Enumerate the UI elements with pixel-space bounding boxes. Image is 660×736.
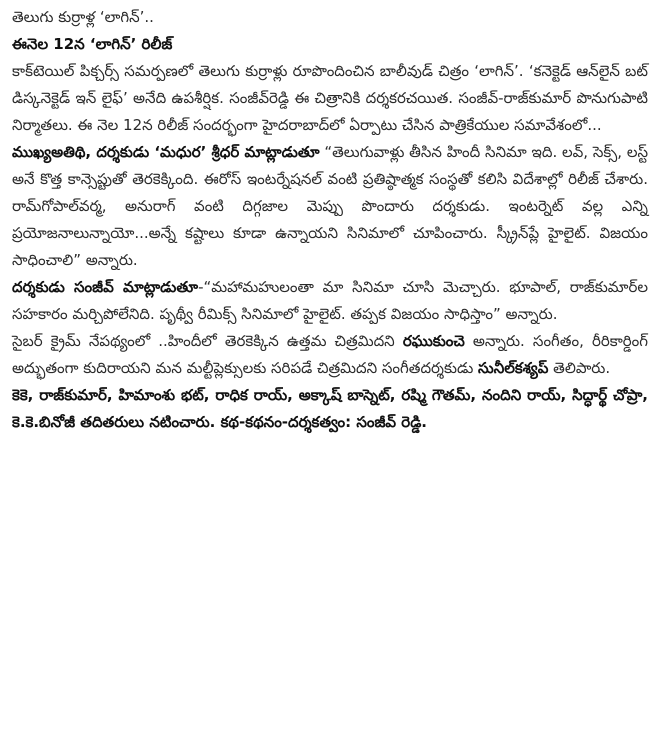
article-headline: ఈనెల 12న ‘లాగిన్’ రిలీజ్	[12, 35, 173, 53]
paragraph-sridhar-quote	[12, 139, 648, 274]
speaker-sridhar: ముఖ్యఅతిథి, దర్శకుడు ‘మధుర’ శ్రీధర్ మాట్లాడుతూ	[12, 143, 320, 161]
paragraph-intro: కాక్‌టెయిల్ పిక్చర్స్ సమర్పణలో తెలుగు కుర్రాళ్లు రూపొందించిన బాలీవుడ్ చిత్రం ‘లాగిన్’. ‘కనెక్టెడ్ ఆన్‌లైన్ బట్ డిస్కనెక్టెడ్ ఇన్ లైఫ్’ అనేది ఉపశీర్షిక. సంజీవ్‌రెడ్డి ఈ చిత్రానికి దర్శకరచయిత. సంజీవ్-రాజ్‌కుమార్ పొనుగుపాటి నిర్మాతలు. ఈ నెల 12న రిలీజ్ సందర్భంగా హైదరాబాద్‌లో ఏర్పాటు చేసిన పాత్రికేయుల సమావేశంలో...	[12, 62, 648, 134]
name-raghukunche: రఘుకుంచె	[402, 332, 465, 350]
paragraph-music-comments	[12, 328, 648, 382]
cast-credits: కెకె, రాజ్‌కుమార్, హిమాంశు భట్, రాధిక రాయ్, అక్కాష్ బాస్నెట్, రష్మి గౌతమ్, నందిని రాయ్, సిద్ధార్థ్ చోప్రా, కె.కె.బినోజీ తదితరులు నటించారు. కథ-కథనం-దర్శకత్వం: సంజీవ్ రెడ్డి.	[12, 386, 648, 431]
sridhar-quote-text: “తెలుగువాళ్లు తీసిన హిందీ సినిమా ఇది. లవ్, సెక్స్, లస్ట్ అనే కొత్త కాన్సెప్టుతో తెరకెక్కింది. ఈరోస్ ఇంటర్నేషనల్ వంటి ప్రతిష్ఠాత్మక సంస్థతో కలిసి విదేశాల్లో రిలీజ్ చేశారు. రామ్‌గోపాల్‌వర్మ, అనురాగ్ వంటి దిగ్గజాల మెప్పు పొందారు దర్శకుడు. ఇంటర్నెట్ వల్ల ఎన్ని ప్రయోజనాలున్నాయో...అన్నే కష్టాలు కూడా ఉన్నాయని సినిమాలో చూపించారు. స్క్రీన్‌ప్లే హైలైట్. విజయం సాధించాలి” అన్నారు.	[12, 143, 648, 269]
paragraph-cast	[12, 382, 648, 436]
music-text-a: సైబర్ క్రైమ్ నేపథ్యంలో ..హిందీలో తెరకెక్కిన ఉత్తమ చిత్రమిదని	[12, 332, 403, 350]
name-sunilkashyap: సునీల్‌కశ్యప్	[478, 359, 549, 377]
sanjeev-quote-text: -“మహామహులంతా మా సినిమా చూసి మెచ్చారు. భూపాల్, రాజ్‌కుమార్‌ల సహకారం మర్చిపోలేనిది. పృథ్వీ రీమిక్స్ సినిమాలో హైలైట్. తప్పక విజయం సాధిస్తాం” అన్నారు.	[12, 278, 648, 323]
music-text-c: తెలిపారు.	[548, 359, 611, 377]
article-kicker: తెలుగు కుర్రాళ్ల ‘లాగిన్’..	[12, 8, 154, 26]
paragraph-sanjeev-quote	[12, 274, 648, 328]
music-text-b: అన్నారు. సంగీతం, రీరికార్డింగ్ అద్భుతంగా కుదిరాయని మన మల్టీప్లెక్సులకు సరిపడే చిత్రమిదని సంగీతదర్శకుడు	[12, 332, 648, 377]
speaker-sanjeev: దర్శకుడు సంజీవ్ మాట్లాడుతూ	[12, 278, 199, 296]
